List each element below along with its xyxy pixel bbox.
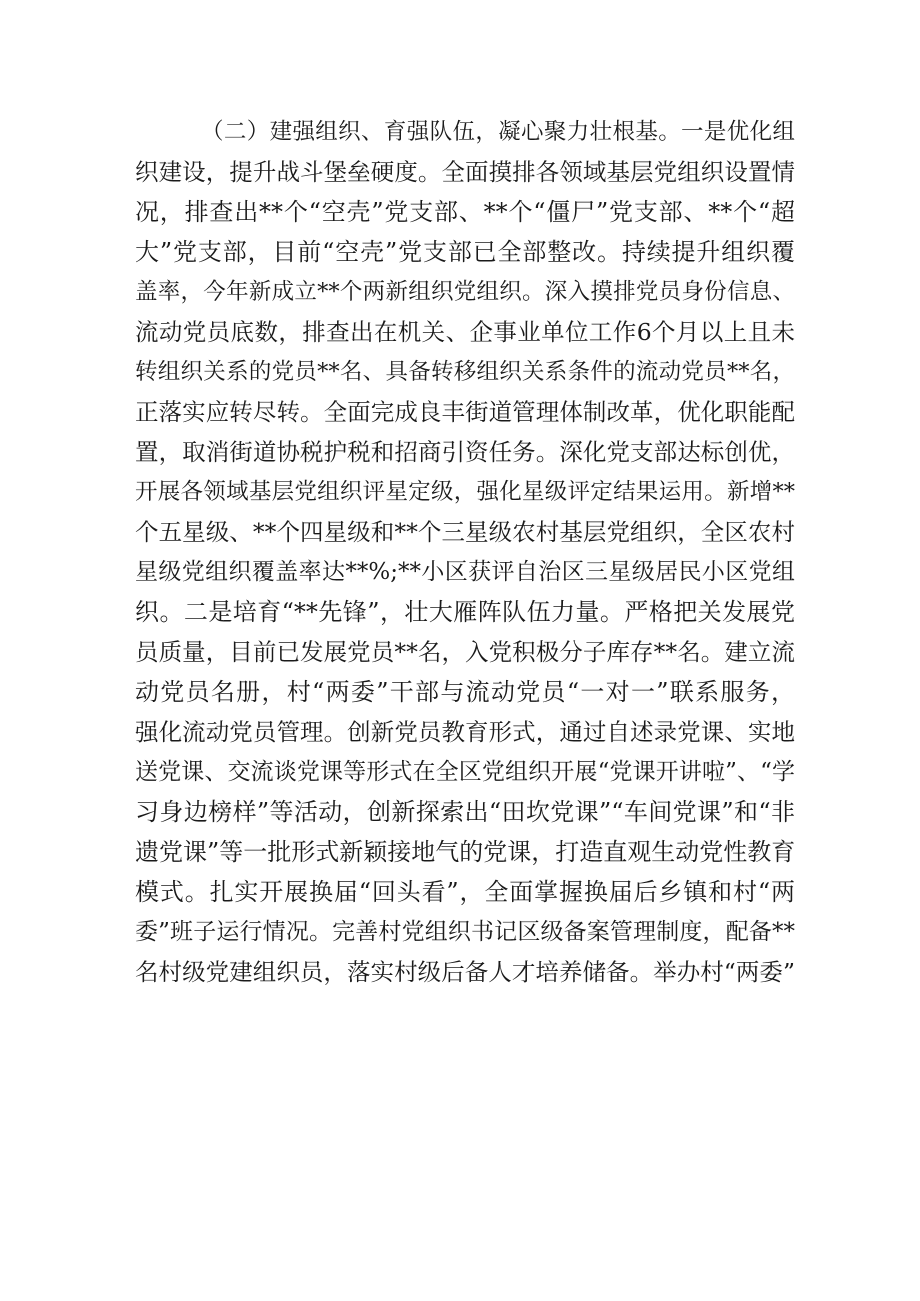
text-line: 送党课、交流谈党课等形式在全区党组织开展“党课开讲啦”、“学 <box>135 759 795 785</box>
text-line: 流动党员底数，排查出在机关、企事业单位工作6个月以上且未 <box>135 318 795 346</box>
text-line: 委”班子运行情况。完善村党组织书记区级备案管理制度，配备** <box>135 919 795 945</box>
text-line: 置，取消街道协税护税和招商引资任务。深化党支部达标创优， <box>135 438 795 466</box>
text-line: 大”党支部，目前“空壳”党支部已全部整改。持续提升组织覆 <box>135 238 795 266</box>
text-line: 转组织关系的党员**名、具备转移组织关系条件的流动党员**名， <box>135 359 795 385</box>
text-line: 盖率，今年新成立**个两新组织党组织。深入摸排党员身份信息、 <box>135 279 795 305</box>
text-line: 个五星级、**个四星级和**个三星级农村基层党组织，全区农村 <box>135 518 795 546</box>
text-line: 正落实应转尽转。全面完成良丰街道管理体制改革，优化职能配 <box>135 398 795 426</box>
text-line: 员质量，目前已发展党员**名，入党积极分子库存**名。建立流 <box>135 638 795 666</box>
text-line: 织建设，提升战斗堡垒硬度。全面摸排各领域基层党组织设置情 <box>135 158 795 186</box>
text-line: 动党员名册，村“两委”干部与流动党员“一对一”联系服务， <box>135 678 795 706</box>
text-line: 模式。扎实开展换届“回头看”，全面掌握换届后乡镇和村“两 <box>135 878 795 906</box>
text-line: 开展各领域基层党组织评星定级，强化星级评定结果运用。新增** <box>135 479 795 505</box>
text-line: 名村级党建组织员，落实村级后备人才培养储备。举办村“两委” <box>135 958 795 986</box>
text-line: 星级党组织覆盖率达**%;**小区获评自治区三星级居民小区党组 <box>135 559 795 585</box>
text-line: 习身边榜样”等活动，创新探索出“田坎党课”“车间党课”和“非 <box>135 798 795 826</box>
text-line: 强化流动党员管理。创新党员教育形式，通过自述录党课、实地 <box>135 718 795 746</box>
paragraph-body <box>135 112 795 992</box>
text-line: 织。二是培育“**先锋”，壮大雁阵队伍力量。严格把关发展党 <box>135 598 795 626</box>
text-line: 况，排查出**个“空壳”党支部、**个“僵尸”党支部、**个“超 <box>135 198 795 226</box>
text-line: 遗党课”等一批形式新颖接地气的党课，打造直观生动党性教育 <box>135 838 795 866</box>
text-line: （二）建强组织、育强队伍，凝心聚力壮根基。一是优化组 <box>201 119 795 145</box>
